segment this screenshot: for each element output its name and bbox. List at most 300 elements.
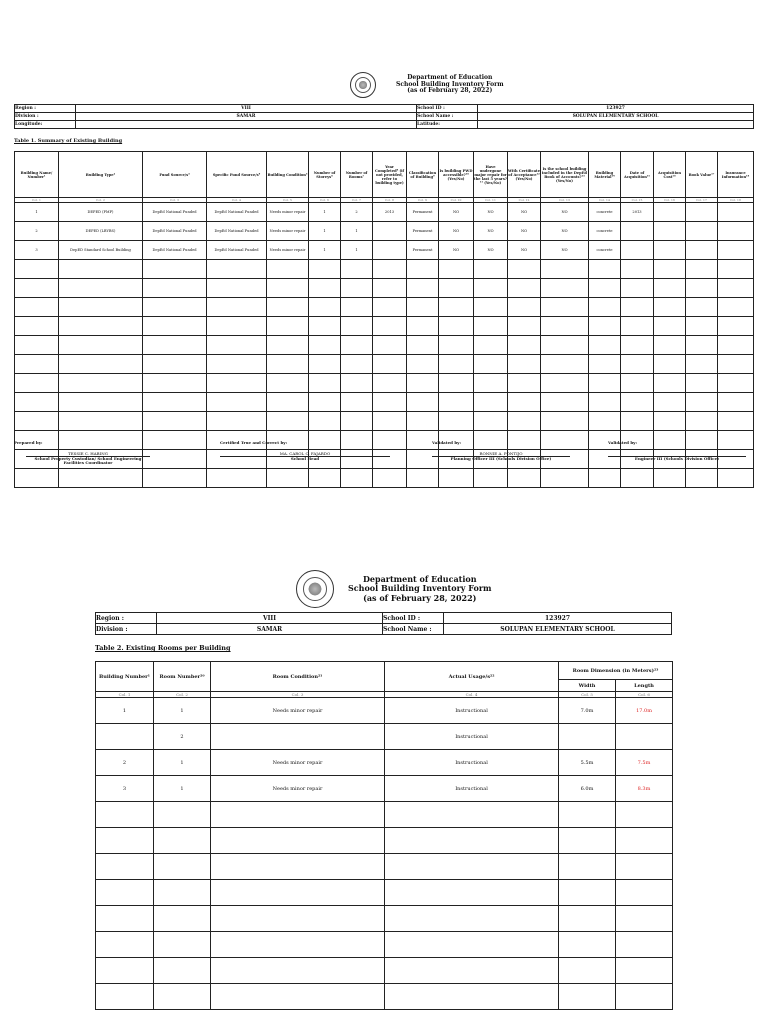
- certified-by-name: MA. CAROL C. FAJARDO: [220, 451, 390, 457]
- table-cell: 2: [341, 203, 373, 222]
- table-cell: 1: [96, 698, 154, 724]
- table-cell: [621, 355, 654, 374]
- table-row: [96, 698, 673, 724]
- table-cell: [654, 374, 686, 393]
- table-cell: Needs minor repair: [267, 222, 309, 241]
- table-cell: [385, 958, 559, 984]
- form-title: School Building Inventory Form: [348, 583, 492, 594]
- table-cell: [143, 431, 207, 450]
- table-cell: [686, 241, 718, 260]
- table-cell: [589, 298, 621, 317]
- t1-colno-6: Col. 6: [309, 198, 341, 203]
- t1-header-col-12: With Certificate of Acceptance¹² (Yes/No): [508, 152, 541, 198]
- table-cell: [15, 393, 59, 412]
- table-cell: [59, 260, 143, 279]
- table-cell: [267, 317, 309, 336]
- table-cell: [385, 802, 559, 828]
- col-room-condition-header: Room Condition²¹: [211, 662, 385, 692]
- table-cell: [207, 393, 267, 412]
- table-cell: [385, 828, 559, 854]
- prepared-by-label: Prepared by:: [14, 440, 43, 445]
- table-cell: [474, 298, 508, 317]
- table-cell: Needs minor repair: [267, 241, 309, 260]
- table-row: [15, 374, 754, 393]
- table-cell: NO: [508, 203, 541, 222]
- table-cell: [718, 336, 754, 355]
- table-cell: [407, 279, 439, 298]
- table-cell: [686, 374, 718, 393]
- page-2-header: [296, 570, 492, 608]
- school-id-label: School ID :: [383, 613, 444, 624]
- table-cell: [373, 412, 407, 431]
- table-cell: [341, 374, 373, 393]
- table-cell: [474, 260, 508, 279]
- region-label: Region :: [15, 105, 76, 113]
- table-cell: DepEd National Funded: [143, 203, 207, 222]
- table-cell: concrete: [589, 241, 621, 260]
- table-cell: [267, 260, 309, 279]
- t1-header-col-4: Specific Fund Source/s⁴: [207, 152, 267, 198]
- table-cell: [373, 469, 407, 488]
- longitude-value: [76, 121, 417, 129]
- table-cell: [474, 336, 508, 355]
- t1-header-col-6: Number of Storeys⁶: [309, 152, 341, 198]
- table-cell: [621, 241, 654, 260]
- table-cell: Needs minor repair: [211, 698, 385, 724]
- table-cell: [341, 279, 373, 298]
- table-cell: [718, 355, 754, 374]
- table-cell: [267, 412, 309, 431]
- validated-by-2-block: [608, 440, 746, 461]
- table-cell: [309, 355, 341, 374]
- validated-by-2-role: Engineer III (Schools Division Office): [634, 456, 720, 461]
- table-cell: 2: [96, 750, 154, 776]
- t1-colno-3: Col. 3: [143, 198, 207, 203]
- table-cell: [559, 958, 616, 984]
- col-room-dimension-header: Room Dimension (in Meters)²³: [559, 662, 673, 680]
- table-cell: [143, 355, 207, 374]
- table-cell: [686, 298, 718, 317]
- table-cell: [686, 336, 718, 355]
- table-cell: [439, 279, 474, 298]
- table-cell: 7.0m: [559, 698, 616, 724]
- table-row: [15, 279, 754, 298]
- table-cell: [541, 298, 589, 317]
- table-cell: Needs minor repair: [267, 203, 309, 222]
- table-cell: [207, 317, 267, 336]
- col-room-number-header: Room Number²⁰: [154, 662, 211, 692]
- t1-header-col-7: Number of Rooms⁷: [341, 152, 373, 198]
- form-title: School Building Inventory Form: [396, 80, 504, 88]
- table-cell: DEPED (PMP): [59, 203, 143, 222]
- table-cell: [373, 355, 407, 374]
- table-cell: [439, 374, 474, 393]
- table-cell: DEPED (LBYBS): [59, 222, 143, 241]
- table-cell: [559, 724, 616, 750]
- table-cell: Permanent: [407, 241, 439, 260]
- table-cell: NO: [474, 241, 508, 260]
- col-length-header: Length: [616, 680, 673, 692]
- table-cell: [341, 260, 373, 279]
- table-cell: DepEd National Funded: [143, 241, 207, 260]
- table-cell: [654, 412, 686, 431]
- table-cell: concrete: [589, 222, 621, 241]
- department-title: Department of Education: [362, 574, 477, 585]
- table-cell: [407, 374, 439, 393]
- table-cell: [621, 222, 654, 241]
- as-of-date: (as of February 28, 2022): [407, 87, 493, 95]
- school-id-value: 123927: [444, 613, 672, 624]
- table-cell: [686, 260, 718, 279]
- table-cell: [373, 241, 407, 260]
- table-cell: [686, 279, 718, 298]
- table-cell: [96, 984, 154, 1010]
- table-row: [15, 298, 754, 317]
- table-cell: [385, 854, 559, 880]
- table-cell: 6.0m: [559, 776, 616, 802]
- table-cell: NO: [439, 222, 474, 241]
- table-cell: [207, 279, 267, 298]
- table-cell: [96, 802, 154, 828]
- table-row: [15, 260, 754, 279]
- t1-header-col-14: Building Material¹⁴: [589, 152, 621, 198]
- table-cell: [541, 317, 589, 336]
- table-cell: [654, 241, 686, 260]
- table-cell: Needs minor repair: [211, 776, 385, 802]
- table-cell: [59, 412, 143, 431]
- table-cell: NO: [508, 241, 541, 260]
- table-cell: [207, 412, 267, 431]
- table-cell: [143, 298, 207, 317]
- table-cell: [686, 222, 718, 241]
- table-cell: [439, 469, 474, 488]
- school-name-value: SOLUPAN ELEMENTARY SCHOOL: [444, 624, 672, 635]
- table-cell: NO: [541, 241, 589, 260]
- t2-colno-2: Col. 2: [154, 692, 211, 698]
- table-cell: [207, 469, 267, 488]
- table-row: [96, 932, 673, 958]
- t1-colno-14: Col. 14: [589, 198, 621, 203]
- t1-colno-16: Col. 16: [654, 198, 686, 203]
- prepared-by-block: [14, 440, 150, 466]
- table-row: [96, 776, 673, 802]
- table-cell: DepEd National Funded: [207, 203, 267, 222]
- table-1-caption: Table 1. Summary of Existing Building: [14, 138, 123, 144]
- table-cell: [718, 393, 754, 412]
- table-cell: [616, 828, 673, 854]
- table-cell: [541, 393, 589, 412]
- table-cell: [309, 279, 341, 298]
- page-1: [0, 0, 768, 500]
- table-cell: 7.5m: [616, 750, 673, 776]
- table-cell: [385, 932, 559, 958]
- table-cell: [211, 880, 385, 906]
- table-cell: [341, 336, 373, 355]
- table-cell: [718, 374, 754, 393]
- table-cell: [15, 298, 59, 317]
- table-cell: [559, 854, 616, 880]
- division-value: SAMAR: [157, 624, 383, 635]
- table-cell: [154, 854, 211, 880]
- table-cell: 17.0m: [616, 698, 673, 724]
- table-cell: [309, 374, 341, 393]
- department-title: Department of Education: [407, 73, 493, 81]
- table-row: [96, 984, 673, 1010]
- table-cell: [718, 412, 754, 431]
- t1-colno-13: Col. 13: [541, 198, 589, 203]
- table-cell: [96, 958, 154, 984]
- table-cell: [589, 317, 621, 336]
- table-cell: 1: [309, 222, 341, 241]
- page-1-header: [350, 72, 504, 98]
- prepared-by-name: TESSIE C. HABING: [26, 451, 150, 457]
- table-cell: [154, 906, 211, 932]
- table-row: [96, 802, 673, 828]
- table-cell: Needs minor repair: [211, 750, 385, 776]
- info-table-1: [14, 104, 754, 129]
- table-cell: 1: [154, 750, 211, 776]
- table-cell: [143, 336, 207, 355]
- t1-colno-1: Col. 1: [15, 198, 59, 203]
- table-cell: NO: [474, 222, 508, 241]
- table-cell: 5.5m: [559, 750, 616, 776]
- table-cell: [508, 469, 541, 488]
- region-label: Region :: [96, 613, 157, 624]
- table-cell: [211, 906, 385, 932]
- table-cell: [589, 279, 621, 298]
- table-cell: Instructional: [385, 724, 559, 750]
- division-label: Division :: [96, 624, 157, 635]
- table-cell: [559, 828, 616, 854]
- region-value: VIII: [76, 105, 417, 113]
- table-cell: Instructional: [385, 698, 559, 724]
- table-cell: [718, 469, 754, 488]
- table-cell: [439, 336, 474, 355]
- table-cell: [96, 880, 154, 906]
- table-cell: [59, 469, 143, 488]
- t1-header-col-15: Date of Acquisition¹⁵: [621, 152, 654, 198]
- table-cell: Permanent: [407, 222, 439, 241]
- table-cell: [154, 802, 211, 828]
- table-cell: [508, 336, 541, 355]
- table-cell: [407, 336, 439, 355]
- table-cell: [341, 393, 373, 412]
- table-cell: 2013: [621, 203, 654, 222]
- table-row: [15, 412, 754, 431]
- table-cell: [654, 260, 686, 279]
- table-cell: NO: [474, 203, 508, 222]
- table-cell: [207, 336, 267, 355]
- table-cell: [407, 469, 439, 488]
- table-cell: [508, 317, 541, 336]
- table-cell: [654, 203, 686, 222]
- table-cell: [439, 393, 474, 412]
- table-cell: [541, 260, 589, 279]
- table-cell: [373, 279, 407, 298]
- table-cell: [15, 336, 59, 355]
- deped-seal-icon: [350, 72, 376, 98]
- table-cell: [407, 298, 439, 317]
- t1-header-col-9: Classification of Building⁹: [407, 152, 439, 198]
- table-cell: [341, 412, 373, 431]
- t1-colno-17: Col. 17: [686, 198, 718, 203]
- table-cell: [15, 374, 59, 393]
- table-cell: 1: [309, 203, 341, 222]
- table-cell: [15, 279, 59, 298]
- school-name-value: SOLUPAN ELEMENTARY SCHOOL: [478, 113, 754, 121]
- table-cell: [718, 222, 754, 241]
- t2-colno-3: Col. 3: [211, 692, 385, 698]
- table-cell: [211, 802, 385, 828]
- t1-header-col-5: Building Condition⁵: [267, 152, 309, 198]
- table-cell: 3: [15, 241, 59, 260]
- table-cell: [154, 958, 211, 984]
- table-cell: [309, 412, 341, 431]
- table-cell: [654, 469, 686, 488]
- table-cell: [718, 260, 754, 279]
- certified-by-block: [220, 440, 390, 461]
- table-cell: [407, 317, 439, 336]
- table-cell: Instructional: [385, 776, 559, 802]
- t2-colno-5: Col. 5: [559, 692, 616, 698]
- t1-colno-9: Col. 9: [407, 198, 439, 203]
- table-cell: [211, 828, 385, 854]
- table-cell: [508, 355, 541, 374]
- table-cell: [373, 260, 407, 279]
- table-cell: [15, 317, 59, 336]
- t1-colno-5: Col. 5: [267, 198, 309, 203]
- table-cell: [718, 298, 754, 317]
- table-cell: [508, 298, 541, 317]
- table-cell: [373, 336, 407, 355]
- table-cell: [686, 412, 718, 431]
- table-cell: [373, 298, 407, 317]
- table-cell: [207, 355, 267, 374]
- table-cell: [654, 222, 686, 241]
- table-cell: [541, 355, 589, 374]
- table-cell: [59, 374, 143, 393]
- table-cell: 3: [96, 776, 154, 802]
- t1-colno-18: Col. 18: [718, 198, 754, 203]
- school-id-value: 123927: [478, 105, 754, 113]
- table-cell: [621, 260, 654, 279]
- table-cell: [373, 317, 407, 336]
- table-cell: 8.3m: [616, 776, 673, 802]
- t1-header-col-16: Acquisition Cost¹⁶: [654, 152, 686, 198]
- table-cell: [143, 317, 207, 336]
- table-cell: [718, 203, 754, 222]
- table-cell: [508, 260, 541, 279]
- table-cell: [616, 984, 673, 1010]
- table-cell: concrete: [589, 203, 621, 222]
- table-cell: [559, 984, 616, 1010]
- col-actual-usage-header: Actual Usage/s²²: [385, 662, 559, 692]
- table-cell: [621, 374, 654, 393]
- table-cell: [385, 906, 559, 932]
- table-cell: [559, 802, 616, 828]
- table-cell: [407, 412, 439, 431]
- table-cell: [718, 317, 754, 336]
- table-cell: [508, 279, 541, 298]
- validated-by-1-role: Planning Officer III (Schools Division Office): [450, 456, 552, 461]
- t1-header-col-3: Fund Source/s³: [143, 152, 207, 198]
- table-cell: [341, 355, 373, 374]
- table-cell: [559, 906, 616, 932]
- table-row: [15, 317, 754, 336]
- table-row: [96, 880, 673, 906]
- table-cell: [407, 260, 439, 279]
- t1-colno-12: Col. 12: [508, 198, 541, 203]
- table-cell: [207, 374, 267, 393]
- table-cell: [154, 880, 211, 906]
- t1-header-col-13: Is the school building included in the DepÉd Book of Accounts?¹³ (Yes/No): [541, 152, 589, 198]
- table-cell: 2: [154, 724, 211, 750]
- table-row: [15, 469, 754, 488]
- table-cell: NO: [508, 222, 541, 241]
- table-cell: [15, 412, 59, 431]
- division-value: SAMAR: [76, 113, 417, 121]
- table-cell: [15, 469, 59, 488]
- table-cell: DepEd National Funded: [143, 222, 207, 241]
- table-cell: [439, 317, 474, 336]
- school-name-label: School Name :: [417, 113, 478, 121]
- table-cell: [439, 355, 474, 374]
- table-cell: [15, 355, 59, 374]
- table-cell: [621, 412, 654, 431]
- latitude-label: Latitude:: [417, 121, 478, 129]
- table-cell: [309, 469, 341, 488]
- table-cell: [508, 412, 541, 431]
- table-cell: [143, 260, 207, 279]
- table-cell: [341, 317, 373, 336]
- building-summary-table: [14, 151, 754, 488]
- table-cell: 1: [341, 241, 373, 260]
- table-cell: NO: [541, 222, 589, 241]
- table-cell: [385, 880, 559, 906]
- table-cell: DepEd National Funded: [207, 241, 267, 260]
- t1-colno-15: Col. 15: [621, 198, 654, 203]
- table-cell: [154, 828, 211, 854]
- table-cell: [589, 412, 621, 431]
- table-cell: [654, 336, 686, 355]
- table-cell: [616, 880, 673, 906]
- info-table-2: [95, 612, 672, 635]
- t1-header-col-2: Building Type²: [59, 152, 143, 198]
- table-cell: [96, 932, 154, 958]
- table-cell: [267, 374, 309, 393]
- table-cell: [474, 412, 508, 431]
- table-cell: [309, 260, 341, 279]
- prepared-by-role: School Property Custodian/ School Engineering Facilities Coordinator: [34, 456, 142, 466]
- certified-by-role: School Head: [290, 456, 320, 461]
- table-cell: [154, 984, 211, 1010]
- region-value: VIII: [157, 613, 383, 624]
- table-row: [96, 906, 673, 932]
- table-row: [15, 203, 754, 222]
- table-cell: [654, 279, 686, 298]
- table-cell: [309, 298, 341, 317]
- table-cell: [589, 374, 621, 393]
- table-1-header-row: [15, 152, 754, 198]
- table-cell: [207, 260, 267, 279]
- table-cell: [621, 298, 654, 317]
- table-cell: [439, 412, 474, 431]
- table-cell: [621, 393, 654, 412]
- table-cell: [211, 854, 385, 880]
- table-row: [15, 393, 754, 412]
- t1-colno-2: Col. 2: [59, 198, 143, 203]
- table-cell: [59, 279, 143, 298]
